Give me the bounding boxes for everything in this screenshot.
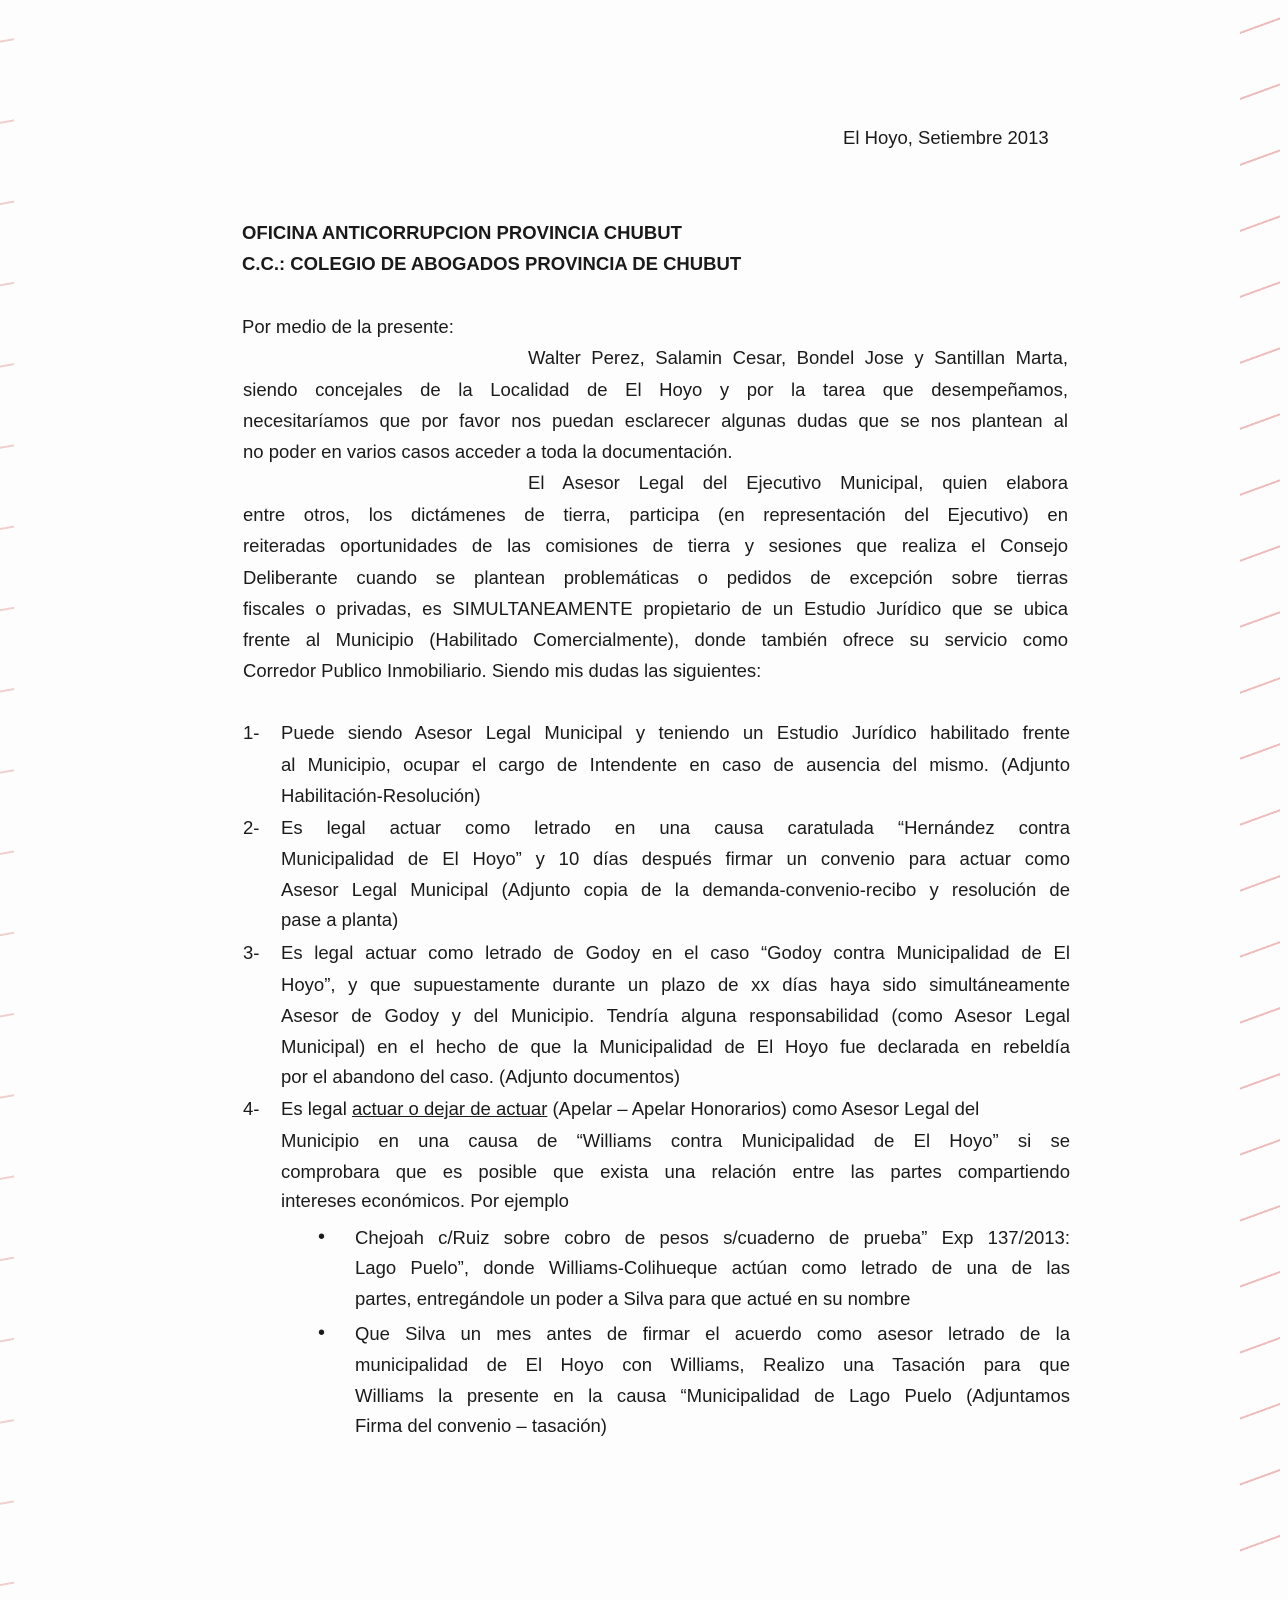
para1-line: necesitaríamos que por favor nos puedan esclarecer algunas dudas que se nos plantean al [243,410,1068,431]
paper-edge-left [0,0,14,1600]
item-line: Puede siendo Asesor Legal Municipal y teniendo un Estudio Jurídico habilitado frente [281,722,1070,743]
greeting: Por medio de la presente: [242,316,454,337]
para2-line: Corredor Publico Inmobiliario. Siendo mis dudas las siguientes: [243,660,762,681]
item-number: 4- [243,1098,260,1119]
para2-line: reiteradas oportunidades de las comisiones de tierra y sesiones que realiza el Consejo [243,535,1068,556]
para2-line: El Asesor Legal del Ejecutivo Municipal, quien elabora [528,472,1068,493]
para2-line: frente al Municipio (Habilitado Comercialmente), donde también ofrece su servicio como [243,629,1068,650]
item-line: Es legal actuar como letrado de Godoy en el caso “Godoy contra Municipalidad de El [281,942,1070,963]
paper-edge-right [1240,0,1280,1600]
bullet-icon: • [318,1226,326,1248]
item-text: Es legal [281,1098,352,1119]
item-line: comprobara que es posible que exista una relación entre las partes compartiendo [281,1161,1070,1182]
bullet-line: partes, entregándole un poder a Silva para que actué en su nombre [355,1288,911,1309]
bullet-icon: • [318,1322,326,1344]
bullet-line: Firma del convenio – tasación) [355,1415,607,1436]
bullet-line: Lago Puelo”, donde Williams-Colihueque actúan como letrado de una de las [355,1257,1070,1278]
item-line: intereses económicos. Por ejemplo [281,1190,569,1211]
bullet-line: Williams la presente en la causa “Municipalidad de Lago Puelo (Adjuntamos [355,1385,1070,1406]
item-number: 3- [243,942,260,963]
item-line: Municipio en una causa de “Williams contra Municipalidad de El Hoyo” si se [281,1130,1070,1151]
item-text: (Apelar – Apelar Honorarios) como Asesor Legal del [547,1098,980,1119]
item-line: Asesor de Godoy y del Municipio. Tendría alguna responsabilidad (como Asesor Legal [281,1005,1070,1026]
bullet-line: municipalidad de El Hoyo con Williams, Realizo una Tasación para que [355,1354,1070,1375]
item-line: Asesor Legal Municipal (Adjunto copia de la demanda-convenio-recibo y resolución de [281,879,1070,900]
para2-line: Deliberante cuando se plantean problemáticas o pedidos de excepción sobre tierras [243,567,1068,588]
item-line: Municipal) en el hecho de que la Municipalidad de El Hoyo fue declarada en rebeldía [281,1036,1070,1057]
para2-line: fiscales o privadas, es SIMULTANEAMENTE propietario de un Estudio Jurídico que se ubica [243,598,1068,619]
item-line [281,1097,1070,1121]
item-line: por el abandono del caso. (Adjunto documentos) [281,1066,681,1087]
para1-line: no poder en varios casos acceder a toda la documentación. [243,441,733,462]
item-line: Habilitación-Resolución) [281,785,481,806]
item-number: 2- [243,817,260,838]
item-line: al Municipio, ocupar el cargo de Intendente en caso de ausencia del mismo. (Adjunto [281,754,1070,775]
item-line: pase a planta) [281,909,399,930]
item-line: Municipalidad de El Hoyo” y 10 días después firmar un convenio para actuar como [281,848,1070,869]
item-line: Es legal actuar como letrado en una causa caratulada “Hernández contra [281,817,1070,838]
date-line: El Hoyo, Setiembre 2013 [843,127,1049,148]
para1-line: siendo concejales de la Localidad de El Hoyo y por la tarea que desempeñamos, [243,379,1068,400]
recipient-1: OFICINA ANTICORRUPCION PROVINCIA CHUBUT [242,222,682,243]
item-line: Hoyo”, y que supuestamente durante un plazo de xx días haya sido simultáneamente [281,974,1070,995]
para1-line: Walter Perez, Salamin Cesar, Bondel Jose y Santillan Marta, [528,347,1068,368]
bullet-line: Que Silva un mes antes de firmar el acuerdo como asesor letrado de la [355,1323,1070,1344]
bullet-line: Chejoah c/Ruiz sobre cobro de pesos s/cuaderno de prueba” Exp 137/2013: [355,1227,1070,1248]
underlined-phrase: actuar o dejar de actuar [351,1098,548,1119]
item-number: 1- [243,722,260,743]
recipient-2: C.C.: COLEGIO DE ABOGADOS PROVINCIA DE CHUBUT [242,253,742,274]
para2-line: entre otros, los dictámenes de tierra, participa (en representación del Ejecutivo) en [243,504,1068,525]
